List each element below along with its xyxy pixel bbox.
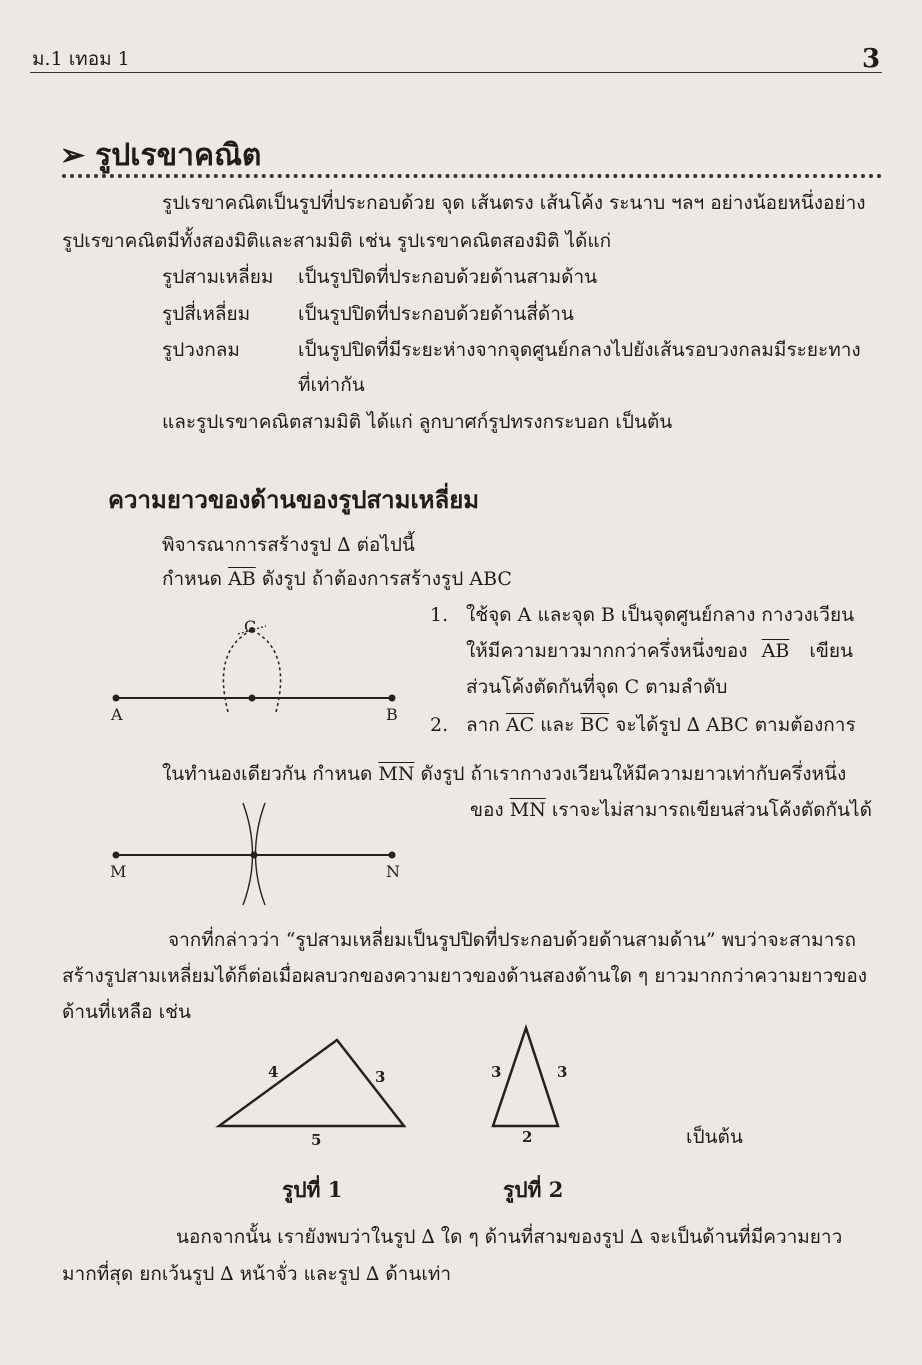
segment-mn: $\overline{MN}$ <box>509 799 546 821</box>
step-1-number: 1. <box>430 604 449 626</box>
page-number: 3 <box>862 44 881 74</box>
def-desc-quadrilateral: เป็นรูปปิดที่ประกอบด้วยด้านสี่ด้าน <box>298 303 574 325</box>
step-1-line-3: ส่วนโค้งตัดกันที่จุด C ตามลำดับ <box>466 676 728 698</box>
closing-line-2: มากที่สุด ยกเว้นรูป ∆ หน้าจั่ว และรูป ∆ ด้านเท่า <box>62 1263 452 1285</box>
label-a: A <box>111 705 123 724</box>
step-2-mid: และ <box>540 714 575 736</box>
similar-line-2-pre: ของ <box>470 799 504 821</box>
step-1-line-1: ใช้จุด A และจุด B เป็นจุดศูนย์กลาง กางวงเวียน <box>466 604 855 626</box>
step-2-post: จะได้รูป ∆ ABC ตามต้องการ <box>615 714 856 736</box>
label-m: M <box>110 862 127 881</box>
point-b <box>389 695 396 702</box>
triangle-1-side-b: 3 <box>375 1068 386 1086</box>
label-c: C <box>244 617 257 636</box>
segment-ab: $\overline{AB}$ <box>228 568 256 590</box>
similar-line-1 <box>162 765 846 784</box>
figure-2-caption: รูปที่ 2 <box>503 1177 564 1202</box>
point-n <box>389 852 396 859</box>
step-1-line-2-post: เขียน <box>809 640 853 662</box>
similar-line-2-post: เราจะไม่สามารถเขียนส่วนโค้งตัดกันได้ <box>551 799 872 821</box>
label-n: N <box>386 862 400 881</box>
triangle-1-side-c: 5 <box>311 1131 322 1149</box>
def-desc-triangle: เป็นรูปปิดที่ประกอบด้วยด้านสามด้าน <box>298 266 598 288</box>
arrow-bullet-icon: ➢ <box>60 138 86 173</box>
segment-ab: $\overline{AB}$ <box>761 640 790 662</box>
triangle-2-side-b: 3 <box>557 1063 568 1081</box>
intro-line-2: รูปเรขาคณิตมีทั้งสองมิติและสามมิติ เช่น รูปเรขาคณิตสองมิติ ได้แก่ <box>62 230 612 252</box>
section-title-text: รูปเรขาคณิต <box>95 138 262 173</box>
triangle-2 <box>493 1028 558 1126</box>
step-2-pre: ลาก <box>466 714 500 736</box>
triangle-1-side-a: 4 <box>268 1063 279 1081</box>
def-desc-circle: เป็นรูปปิดที่มีระยะห่างจากจุดศูนย์กลางไปยังเส้นรอบวงกลมมีระยะทาง <box>298 339 861 361</box>
consider-line: พิจารณาการสร้างรูป ∆ ต่อไปนี้ <box>162 534 415 556</box>
midpoint-ab <box>249 695 256 702</box>
segment-mn: $\overline{MN}$ <box>378 763 415 785</box>
point-a <box>113 695 120 702</box>
def-term-triangle: รูปสามเหลี่ยม <box>162 266 274 288</box>
arc-from-b <box>223 630 252 712</box>
def-term-circle: รูปวงกลม <box>162 339 240 361</box>
point-m <box>113 852 120 859</box>
closing-line-1: นอกจากนั้น เรายังพบว่าในรูป ∆ ใด ๆ ด้านที่สามของรูป ∆ จะเป็นด้านที่มีความยาว <box>176 1226 843 1248</box>
given-suffix: ดังรูป ถ้าต้องการสร้างรูป ABC <box>261 568 512 590</box>
def-term-quadrilateral: รูปสี่เหลี่ยม <box>162 303 251 325</box>
etc-text: เป็นต้น <box>686 1126 743 1148</box>
def-desc-circle-cont: ที่เท่ากัน <box>298 374 365 396</box>
rule-line-2: สร้างรูปสามเหลี่ยมได้ก็ต่อเมื่อผลบวกของความยาวของด้านสองด้านใด ๆ ยาวมากกว่าความยาวของ <box>62 965 868 987</box>
similar-line-2 <box>470 801 872 820</box>
three-d-line: และรูปเรขาคณิตสามมิติ ได้แก่ ลูกบาศก์รูปทรงกระบอก เป็นต้น <box>162 411 673 433</box>
rule-line-3: ด้านที่เหลือ เช่น <box>62 1001 192 1023</box>
similar-line-1-pre: ในทำนองเดียวกัน กำหนด <box>162 763 373 785</box>
triangle-2-side-a: 3 <box>491 1063 502 1081</box>
segment-bc: $\overline{BC}$ <box>580 714 610 736</box>
given-prefix: กำหนด <box>162 568 223 590</box>
rule-line-1: จากที่กล่าวว่า “รูปสามเหลี่ยมเป็นรูปปิดที่ประกอบด้วยด้านสามด้าน” พบว่าจะสามารถ <box>168 929 857 951</box>
arc-from-a <box>252 630 281 712</box>
intro-line-1: รูปเรขาคณิตเป็นรูปที่ประกอบด้วย จุด เส้นตรง เส้นโค้ง ระนาบ ฯลฯ อย่างน้อยหนึ่งอย่าง <box>162 192 866 214</box>
similar-line-1-post: ดังรูป ถ้าเรากางวงเวียนให้มีความยาวเท่ากับครึ่งหนึ่ง <box>420 763 847 785</box>
segment-ac: $\overline{AC}$ <box>505 714 535 736</box>
subsection-title: ความยาวของด้านของรูปสามเหลี่ยม <box>108 485 480 514</box>
step-2-number: 2. <box>430 714 449 736</box>
running-header: ม.1 เทอม 1 <box>32 48 130 70</box>
figure-1-caption: รูปที่ 1 <box>282 1177 343 1202</box>
step-1-line-2-pre: ให้มีความยาวมากกว่าครึ่งหนึ่งของ <box>466 640 748 662</box>
triangle-2-side-c: 2 <box>522 1128 533 1146</box>
midpoint-mn <box>251 852 258 859</box>
label-b: B <box>386 705 398 724</box>
